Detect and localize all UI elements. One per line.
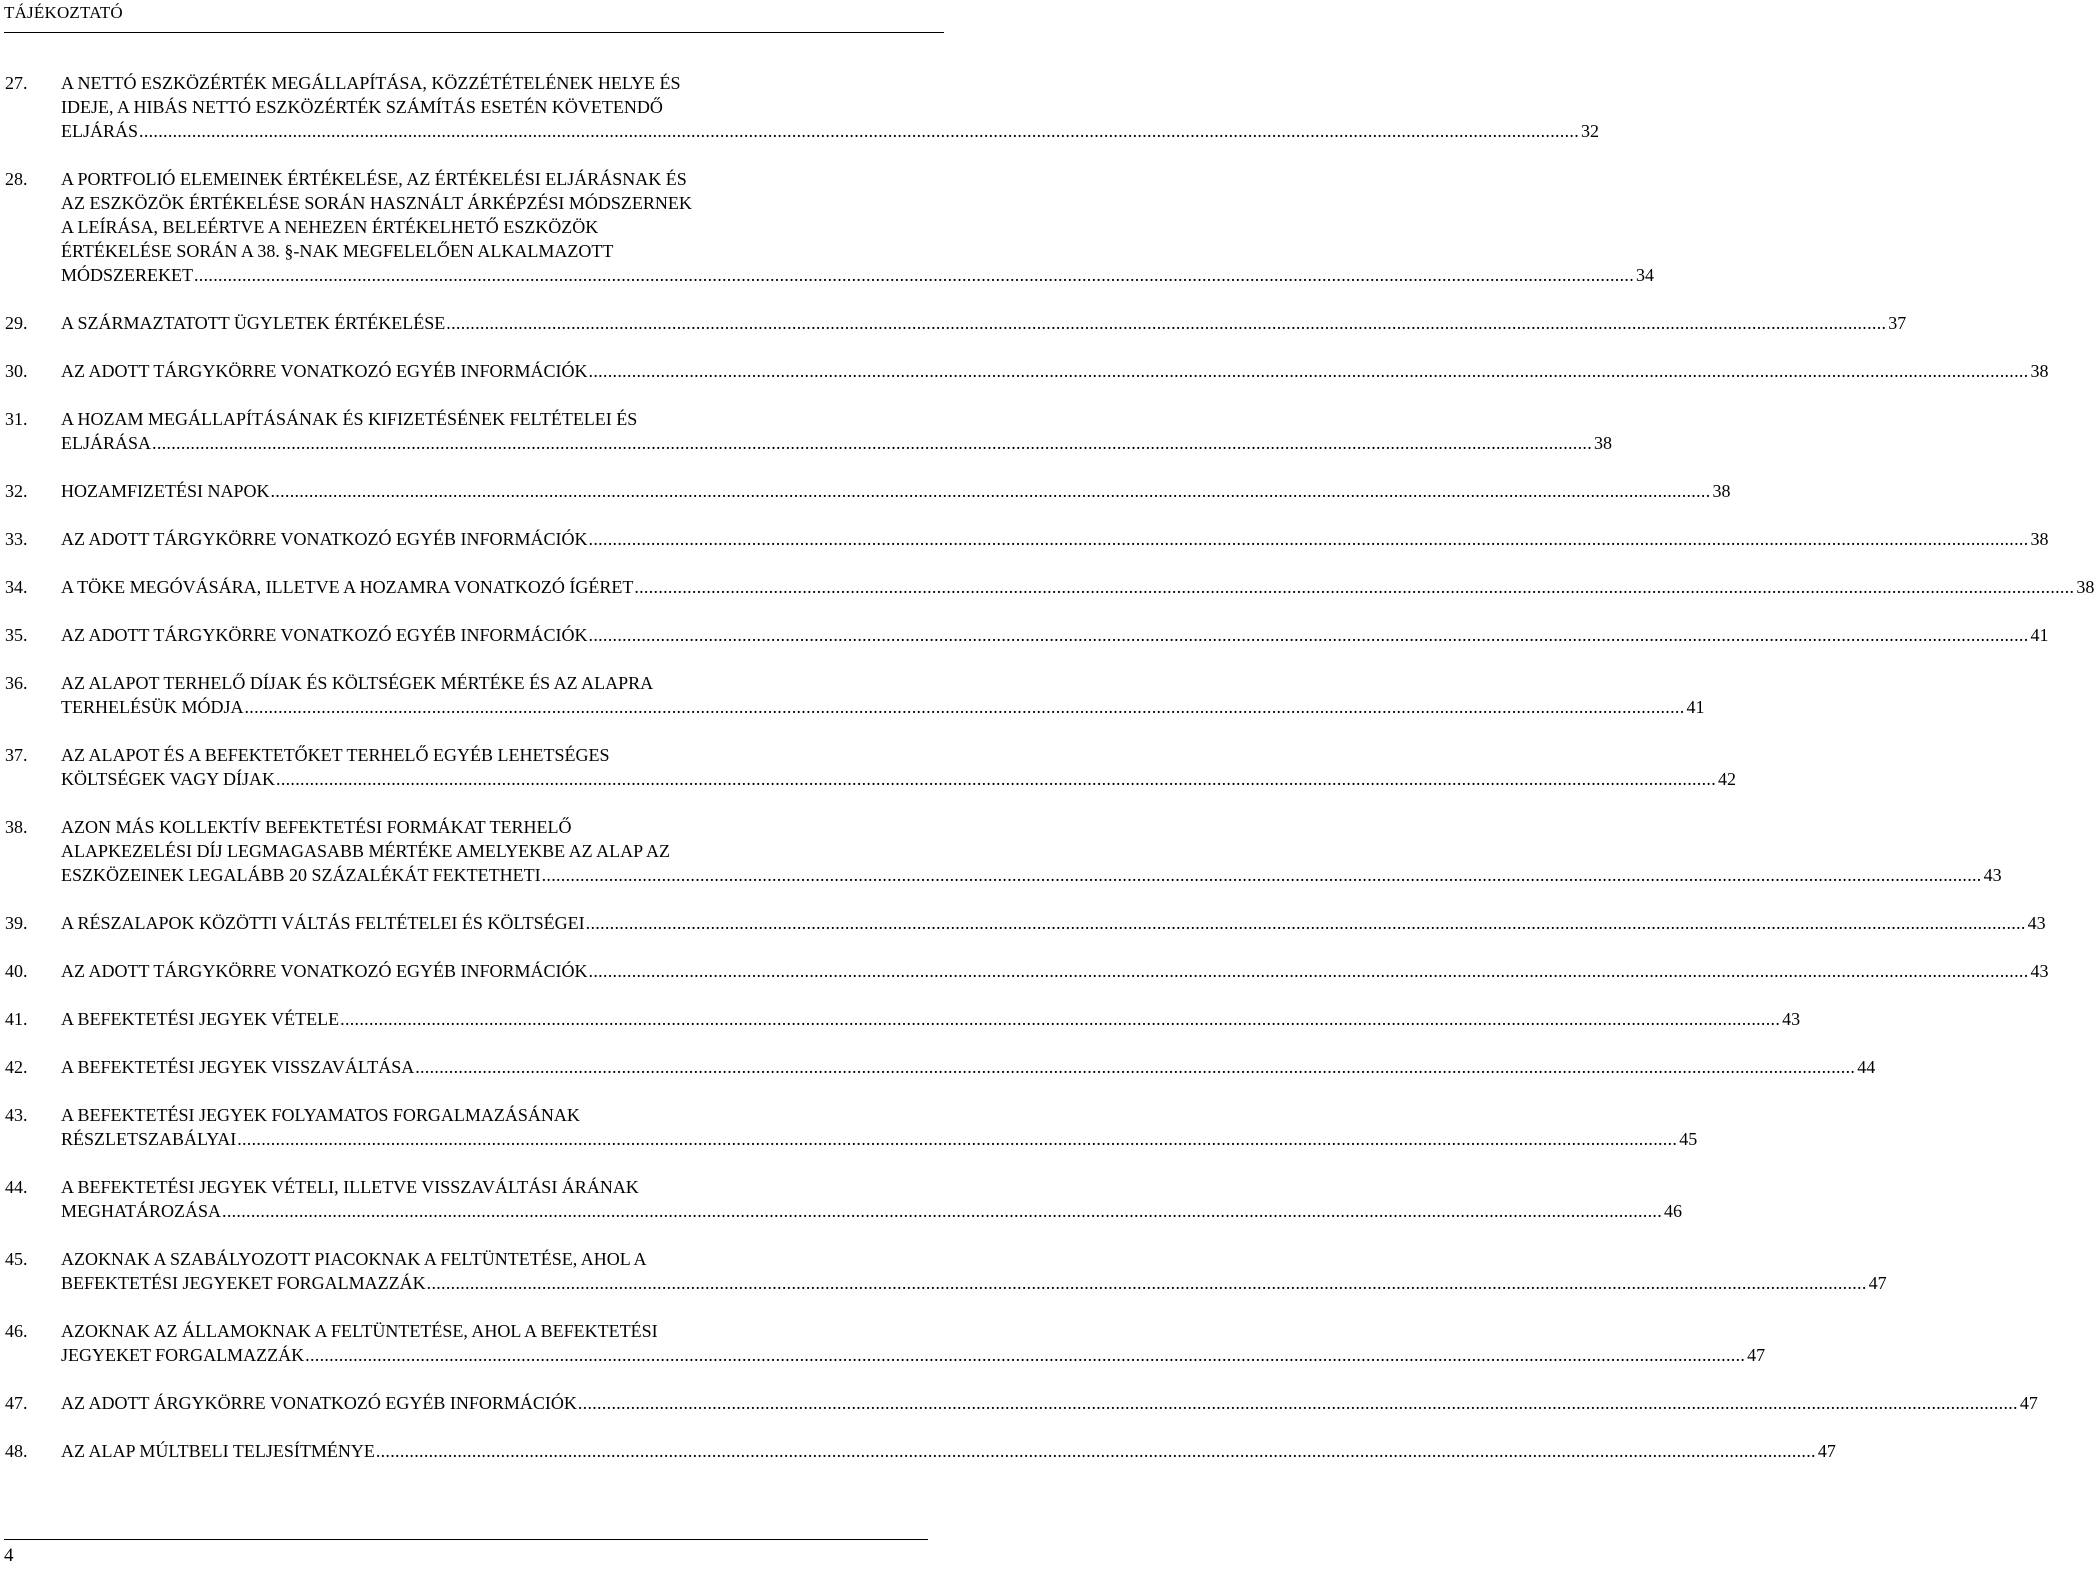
- toc-entry-number: 27.: [5, 73, 28, 93]
- toc-entry[interactable]: [5, 167, 1654, 287]
- toc-entry[interactable]: [5, 71, 1600, 143]
- toc-entry-number: 29.: [5, 313, 28, 333]
- page-number: 4: [4, 1545, 14, 1566]
- toc-entry-page: 44: [1857, 1057, 1876, 1077]
- toc-entry-page: 38: [2030, 529, 2049, 549]
- toc-entry-title-line: A PORTFOLIÓ ELEMEINEK ÉRTÉKELÉSE, AZ ÉRTÉKELÉSI ELJÁRÁSNAK ÉS: [61, 169, 687, 189]
- toc-entry-title-line: A LEÍRÁSA, BELEÉRTVE A NEHEZEN ÉRTÉKELHETŐ ESZKÖZÖK: [61, 217, 599, 237]
- toc-entry-body: [61, 1247, 1887, 1295]
- toc-entry-title-line: RÉSZLETSZABÁLYAI: [61, 1129, 237, 1149]
- toc-entry-body: [61, 911, 2046, 935]
- toc-entry[interactable]: [5, 311, 1907, 335]
- toc-entry-title-line: A BEFEKTETÉSI JEGYEK VÉTELI, ILLETVE VISSZAVÁLTÁSI ÁRÁNAK: [61, 1177, 639, 1197]
- toc-entry-last-line: [61, 695, 1705, 719]
- toc-entry[interactable]: [5, 1439, 1836, 1463]
- toc-dot-leader: ............................................................................................................................................................................................................................................................................................................: [588, 961, 2029, 981]
- toc-entry-page: 32: [1581, 121, 1600, 141]
- toc-entry-title-line: AZ ADOTT TÁRGYKÖRRE VONATKOZÓ EGYÉB INFORMÁCIÓK: [61, 529, 588, 549]
- toc-entry-page: 38: [2030, 361, 2049, 381]
- toc-entry-last-line: [61, 1055, 1875, 1079]
- toc-entry-last-line: [61, 431, 1612, 455]
- toc-entry-number: 37.: [5, 745, 28, 765]
- toc-entry-number: 39.: [5, 913, 28, 933]
- toc-entry[interactable]: [5, 1007, 1801, 1031]
- toc-entry-body: [61, 71, 1599, 143]
- toc-entry-title-line: KÖLTSÉGEK VAGY DÍJAK: [61, 769, 276, 789]
- toc-entry-body: [61, 1319, 1765, 1367]
- toc-entry-number: 35.: [5, 625, 28, 645]
- toc-entry-number: 32.: [5, 481, 28, 501]
- toc-entry[interactable]: [5, 1055, 1876, 1079]
- toc-dot-leader: ............................................................................................................................................................................................................................................................................................................: [415, 1057, 1856, 1077]
- toc-entry-title-line: AZ ALAPOT ÉS A BEFEKTETŐKET TERHELŐ EGYÉB LEHETSÉGES: [61, 745, 610, 765]
- toc-entry-title-line: A HOZAM MEGÁLLAPÍTÁSÁNAK ÉS KIFIZETÉSÉNEK FELTÉTELEI ÉS: [61, 409, 638, 429]
- toc-entry-title-line: A RÉSZALAPOK KÖZÖTTI VÁLTÁS FELTÉTELEI ÉS KÖLTSÉGEI: [61, 913, 585, 933]
- toc-entry-last-line: [61, 863, 2002, 887]
- toc-entry-title-line: AZ ADOTT TÁRGYKÖRRE VONATKOZÓ EGYÉB INFORMÁCIÓK: [61, 625, 588, 645]
- toc-entry-page: 41: [2030, 625, 2049, 645]
- toc-entry-number: 30.: [5, 361, 28, 381]
- toc-entry-title-line: ESZKÖZEINEK LEGALÁBB 20 SZÁZALÉKÁT FEKTETHETI: [61, 865, 541, 885]
- toc-dot-leader: ............................................................................................................................................................................................................................................................................................................: [222, 1201, 1663, 1221]
- toc-entry-body: [61, 311, 1906, 335]
- toc-dot-leader: ............................................................................................................................................................................................................................................................................................................: [426, 1273, 1867, 1293]
- toc-entry-number: 38.: [5, 817, 28, 837]
- toc-entry-number: 28.: [5, 169, 28, 189]
- toc-entry[interactable]: [5, 1175, 1683, 1223]
- toc-entry-last-line: [61, 623, 2049, 647]
- toc-entry-page: 46: [1664, 1201, 1683, 1221]
- toc-entry[interactable]: [5, 527, 2049, 551]
- toc-dot-leader: ............................................................................................................................................................................................................................................................................................................: [541, 865, 1982, 885]
- toc-entry-title-line: A NETTÓ ESZKÖZÉRTÉK MEGÁLLAPÍTÁSA, KÖZZÉTÉTELÉNEK HELYE ÉS: [61, 73, 681, 93]
- header-title: TÁJÉKOZTATÓ: [4, 3, 123, 22]
- toc-entry-page: 38: [2076, 577, 2094, 597]
- toc-entry[interactable]: [5, 743, 1737, 791]
- toc-entry-body: [61, 359, 2049, 383]
- toc-dot-leader: ............................................................................................................................................................................................................................................................................................................: [340, 1009, 1781, 1029]
- toc-entry-number: 43.: [5, 1105, 28, 1125]
- toc-entry-body: [61, 575, 2094, 599]
- toc-entry-title-line: A TÖKE MEGÓVÁSÁRA, ILLETVE A HOZAMRA VONATKOZÓ ÍGÉRET: [61, 577, 634, 597]
- toc-entry-last-line: [61, 479, 1731, 503]
- toc-entry-body: [61, 623, 2049, 647]
- toc-entry-body: [61, 167, 1654, 287]
- toc-entry-page: 34: [1636, 265, 1654, 285]
- toc-entry-number: 31.: [5, 409, 28, 429]
- toc-entry-title-line: ELJÁRÁSA: [61, 433, 152, 453]
- toc-dot-leader: ............................................................................................................................................................................................................................................................................................................: [237, 1129, 1678, 1149]
- toc-entry-page: 47: [1747, 1345, 1766, 1365]
- toc-entry-page: 43: [2027, 913, 2046, 933]
- toc-entry-body: [61, 1439, 1836, 1463]
- toc-entry-page: 43: [1983, 865, 2002, 885]
- toc-entry-page: 42: [1718, 769, 1737, 789]
- toc-entry-last-line: [61, 1271, 1887, 1295]
- toc-entry-body: [61, 527, 2049, 551]
- toc-entry-last-line: [61, 311, 1906, 335]
- toc-entry-number: 33.: [5, 529, 28, 549]
- toc-entry-title-line: A BEFEKTETÉSI JEGYEK VISSZAVÁLTÁSA: [61, 1057, 415, 1077]
- toc-entry[interactable]: [5, 911, 2046, 935]
- toc-entry[interactable]: [5, 959, 2049, 983]
- toc-dot-leader: ............................................................................................................................................................................................................................................................................................................: [375, 1441, 1816, 1461]
- toc-entry-title-line: AZON MÁS KOLLEKTÍV BEFEKTETÉSI FORMÁKAT TERHELŐ: [61, 817, 572, 837]
- toc-entry-last-line: [61, 119, 1599, 143]
- toc-entry-title-line: AZ ALAP MÚLTBELI TELJESÍTMÉNYE: [61, 1441, 375, 1461]
- toc-entry-title-line: TERHELÉSÜK MÓDJA: [61, 697, 244, 717]
- toc-entry-title-line: AZ ALAPOT TERHELŐ DÍJAK ÉS KÖLTSÉGEK MÉRTÉKE ÉS AZ ALAPRA: [61, 673, 654, 693]
- toc-entry-body: [61, 479, 1731, 503]
- toc-entry[interactable]: [5, 1391, 2038, 1415]
- toc-dot-leader: ............................................................................................................................................................................................................................................................................................................: [588, 625, 2029, 645]
- footer-rule: [4, 1539, 928, 1540]
- toc-entry-page: 41: [1686, 697, 1705, 717]
- toc-dot-leader: ............................................................................................................................................................................................................................................................................................................: [139, 121, 1580, 141]
- toc-entry-last-line: [61, 1439, 1836, 1463]
- toc-dot-leader: ............................................................................................................................................................................................................................................................................................................: [446, 313, 1887, 333]
- toc-entry-number: 36.: [5, 673, 28, 693]
- toc-dot-leader: ............................................................................................................................................................................................................................................................................................................: [270, 481, 1711, 501]
- toc-dot-leader: ............................................................................................................................................................................................................................................................................................................: [577, 1393, 2018, 1413]
- toc-entry-page: 47: [2019, 1393, 2038, 1413]
- toc-entry-body: [61, 1175, 1682, 1223]
- toc-entry-title-line: IDEJE, A HIBÁS NETTÓ ESZKÖZÉRTÉK SZÁMÍTÁS ESETÉN KÖVETENDŐ: [61, 97, 663, 117]
- toc-entry-page: 43: [2030, 961, 2049, 981]
- toc-dot-leader: ............................................................................................................................................................................................................................................................................................................: [588, 529, 2029, 549]
- toc-entry-last-line: [61, 263, 1654, 287]
- toc-dot-leader: ............................................................................................................................................................................................................................................................................................................: [588, 361, 2029, 381]
- toc-entry-body: [61, 1103, 1697, 1151]
- toc-entry[interactable]: [5, 575, 2094, 599]
- toc-entry-last-line: [61, 1127, 1697, 1151]
- toc-entry-title-line: A SZÁRMAZTATOTT ÜGYLETEK ÉRTÉKELÉSE: [61, 313, 446, 333]
- toc-entry-title-line: MEGHATÁROZÁSA: [61, 1201, 222, 1221]
- toc-entry-page: 43: [1782, 1009, 1801, 1029]
- toc-entry-number: 44.: [5, 1177, 28, 1197]
- toc-entry-page: 37: [1888, 313, 1907, 333]
- toc-entry-number: 47.: [5, 1393, 28, 1413]
- toc-dot-leader: ............................................................................................................................................................................................................................................................................................................: [276, 769, 1717, 789]
- toc-entry-number: 42.: [5, 1057, 28, 1077]
- toc-dot-leader: ............................................................................................................................................................................................................................................................................................................: [152, 433, 1593, 453]
- toc-entry[interactable]: [5, 815, 2002, 887]
- toc-entry[interactable]: [5, 1319, 1766, 1367]
- toc-entry-body: [61, 959, 2049, 983]
- toc-entry-number: 48.: [5, 1441, 28, 1461]
- toc-entry-body: [61, 671, 1705, 719]
- toc-dot-leader: ............................................................................................................................................................................................................................................................................................................: [585, 913, 2026, 933]
- toc-entry[interactable]: [5, 407, 1613, 455]
- toc-entry-title-line: AZ ADOTT TÁRGYKÖRRE VONATKOZÓ EGYÉB INFORMÁCIÓK: [61, 361, 588, 381]
- toc-dot-leader: ............................................................................................................................................................................................................................................................................................................: [244, 697, 1685, 717]
- toc-entry-page: 38: [1594, 433, 1613, 453]
- toc-entry-title-line: A BEFEKTETÉSI JEGYEK FOLYAMATOS FORGALMAZÁSÁNAK: [61, 1105, 580, 1125]
- toc-entry-page: 47: [1817, 1441, 1836, 1461]
- toc-entry[interactable]: [5, 671, 1705, 719]
- toc-entry-last-line: [61, 1199, 1682, 1223]
- toc-entry-title-line: AZ ESZKÖZÖK ÉRTÉKELÉSE SORÁN HASZNÁLT ÁRKÉPZÉSI MÓDSZERNEK: [61, 193, 692, 213]
- toc-entry[interactable]: [5, 1247, 1887, 1295]
- toc-entry[interactable]: [5, 479, 1731, 503]
- toc-entry-title-line: AZ ADOTT TÁRGYKÖRRE VONATKOZÓ EGYÉB INFORMÁCIÓK: [61, 961, 588, 981]
- toc-dot-leader: ............................................................................................................................................................................................................................................................................................................: [194, 265, 1634, 285]
- toc-entry-body: [61, 407, 1612, 455]
- toc-dot-leader: ............................................................................................................................................................................................................................................................................................................: [634, 577, 2075, 597]
- toc-entry-page: 47: [1868, 1273, 1887, 1293]
- toc-entry-last-line: [61, 359, 2049, 383]
- toc-entry-last-line: [61, 1343, 1765, 1367]
- toc-entry-title-line: AZ ADOTT ÁRGYKÖRRE VONATKOZÓ EGYÉB INFORMÁCIÓK: [61, 1393, 577, 1413]
- toc-entry-last-line: [61, 1391, 2038, 1415]
- toc-entry-number: 40.: [5, 961, 28, 981]
- toc-entry-number: 45.: [5, 1249, 28, 1269]
- toc-entry-number: 34.: [5, 577, 28, 597]
- toc-entry-body: [61, 1055, 1875, 1079]
- toc-entry-title-line: MÓDSZEREKET: [61, 265, 193, 285]
- toc-entry-body: [61, 743, 1736, 791]
- toc-entry-page: 45: [1679, 1129, 1698, 1149]
- toc-entry-body: [61, 1391, 2038, 1415]
- toc-entry-title-line: AZOKNAK A SZABÁLYOZOTT PIACOKNAK A FELTÜNTETÉSE, AHOL A: [61, 1249, 647, 1269]
- toc-entry-body: [61, 1007, 1800, 1031]
- toc-entry-last-line: [61, 1007, 1800, 1031]
- toc-dot-leader: ............................................................................................................................................................................................................................................................................................................: [305, 1345, 1746, 1365]
- toc-entry-title-line: AZOKNAK AZ ÁLLAMOKNAK A FELTÜNTETÉSE, AHOL A BEFEKTETÉSI: [61, 1321, 658, 1341]
- toc-entry-last-line: [61, 911, 2046, 935]
- toc-entry-last-line: [61, 527, 2049, 551]
- header-rule: [4, 32, 944, 33]
- toc-entry-title-line: ÉRTÉKELÉSE SORÁN A 38. §-NAK MEGFELELŐEN ALKALMAZOTT: [61, 241, 614, 261]
- toc-entry-title-line: ALAPKEZELÉSI DÍJ LEGMAGASABB MÉRTÉKE AMELYEKBE AZ ALAP AZ: [61, 841, 670, 861]
- toc-entry-page: 38: [1712, 481, 1731, 501]
- table-of-contents: [5, 71, 2094, 1487]
- toc-entry-title-line: HOZAMFIZETÉSI NAPOK: [61, 481, 270, 501]
- toc-entry-body: [61, 815, 2002, 887]
- toc-entry-title-line: JEGYEKET FORGALMAZZÁK: [61, 1345, 305, 1365]
- toc-entry-title-line: ELJÁRÁS: [61, 121, 139, 141]
- toc-entry-last-line: [61, 575, 2094, 599]
- toc-entry-last-line: [61, 767, 1736, 791]
- toc-entry[interactable]: [5, 1103, 1698, 1151]
- toc-entry[interactable]: [5, 623, 2049, 647]
- toc-entry-number: 41.: [5, 1009, 28, 1029]
- toc-entry-last-line: [61, 959, 2049, 983]
- toc-entry-title-line: BEFEKTETÉSI JEGYEKET FORGALMAZZÁK: [61, 1273, 426, 1293]
- toc-entry-title-line: A BEFEKTETÉSI JEGYEK VÉTELE: [61, 1009, 340, 1029]
- toc-entry[interactable]: [5, 359, 2049, 383]
- toc-entry-number: 46.: [5, 1321, 28, 1341]
